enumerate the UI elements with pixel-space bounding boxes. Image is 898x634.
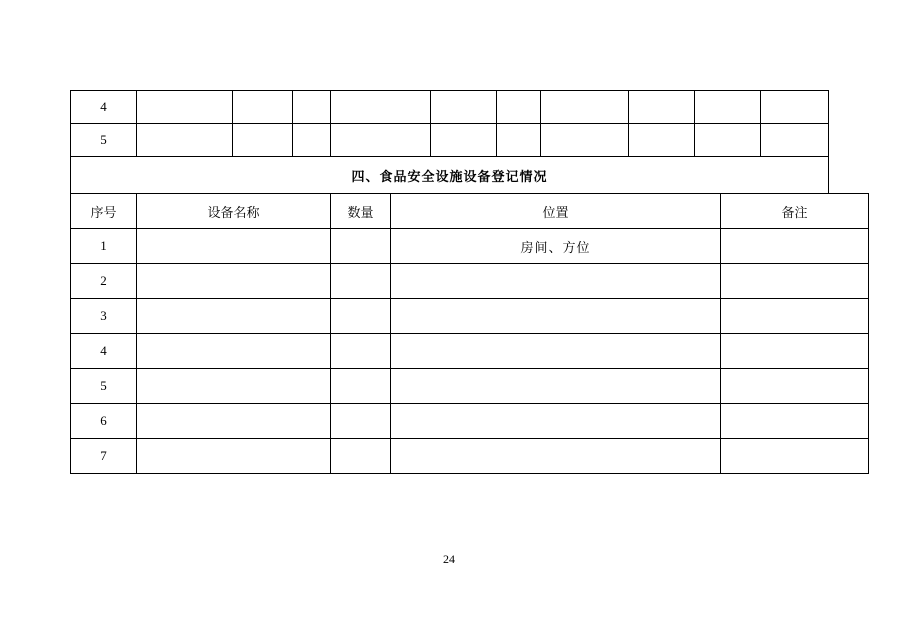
row-index-cell: 3 — [71, 299, 137, 334]
column-header-remark: 备注 — [721, 194, 869, 229]
row-index-cell: 7 — [71, 439, 137, 474]
section-title-row — [71, 157, 829, 194]
cell[interactable] — [293, 91, 331, 124]
form-sheet — [70, 90, 828, 474]
cell[interactable] — [541, 91, 629, 124]
quantity-cell[interactable] — [331, 334, 391, 369]
table-row — [71, 124, 829, 157]
equipment-table — [70, 193, 869, 474]
row-index-cell: 6 — [71, 404, 137, 439]
cell[interactable] — [761, 124, 829, 157]
table-row — [71, 369, 869, 404]
location-cell[interactable] — [391, 299, 721, 334]
cell[interactable] — [331, 124, 431, 157]
page-number: 24 — [443, 552, 455, 566]
row-index-cell: 5 — [71, 369, 137, 404]
remark-cell[interactable] — [721, 299, 869, 334]
equipment-name-cell[interactable] — [137, 404, 331, 439]
location-cell[interactable] — [391, 404, 721, 439]
location-cell[interactable] — [391, 369, 721, 404]
cell[interactable] — [137, 91, 233, 124]
equipment-name-cell[interactable] — [137, 229, 331, 264]
table-row — [71, 264, 869, 299]
column-header-quantity: 数量 — [331, 194, 391, 229]
location-cell[interactable] — [391, 439, 721, 474]
table-row — [71, 229, 869, 264]
column-header-name: 设备名称 — [137, 194, 331, 229]
remark-cell[interactable] — [721, 229, 869, 264]
remark-cell[interactable] — [721, 404, 869, 439]
remark-cell[interactable] — [721, 334, 869, 369]
cell[interactable] — [431, 124, 497, 157]
quantity-cell[interactable] — [331, 369, 391, 404]
quantity-cell[interactable] — [331, 299, 391, 334]
table-row — [71, 91, 829, 124]
cell[interactable] — [695, 91, 761, 124]
cell[interactable] — [233, 91, 293, 124]
equipment-name-cell[interactable] — [137, 334, 331, 369]
table-header-row — [71, 194, 869, 229]
table-row — [71, 299, 869, 334]
row-index-cell: 5 — [71, 124, 137, 157]
cell[interactable] — [137, 124, 233, 157]
equipment-name-cell[interactable] — [137, 439, 331, 474]
cell[interactable] — [431, 91, 497, 124]
row-index-cell: 4 — [71, 334, 137, 369]
quantity-cell[interactable] — [331, 439, 391, 474]
row-index-cell: 1 — [71, 229, 137, 264]
cell[interactable] — [629, 124, 695, 157]
remark-cell[interactable] — [721, 264, 869, 299]
equipment-name-cell[interactable] — [137, 299, 331, 334]
location-cell[interactable]: 房间、方位 — [391, 229, 721, 264]
quantity-cell[interactable] — [331, 404, 391, 439]
cell[interactable] — [293, 124, 331, 157]
row-index-cell: 2 — [71, 264, 137, 299]
quantity-cell[interactable] — [331, 264, 391, 299]
cell[interactable] — [761, 91, 829, 124]
remark-cell[interactable] — [721, 439, 869, 474]
column-header-location: 位置 — [391, 194, 721, 229]
cell[interactable] — [233, 124, 293, 157]
remark-cell[interactable] — [721, 369, 869, 404]
location-cell[interactable] — [391, 334, 721, 369]
cell[interactable] — [331, 91, 431, 124]
column-header-index: 序号 — [71, 194, 137, 229]
cell[interactable] — [695, 124, 761, 157]
equipment-name-cell[interactable] — [137, 264, 331, 299]
cell[interactable] — [541, 124, 629, 157]
cell[interactable] — [497, 124, 541, 157]
location-cell[interactable] — [391, 264, 721, 299]
top-table — [70, 90, 829, 194]
cell[interactable] — [629, 91, 695, 124]
table-row — [71, 439, 869, 474]
row-index-cell: 4 — [71, 91, 137, 124]
equipment-name-cell[interactable] — [137, 369, 331, 404]
table-row — [71, 404, 869, 439]
section-title: 四、食品安全设施设备登记情况 — [71, 157, 829, 194]
quantity-cell[interactable] — [331, 229, 391, 264]
table-row — [71, 334, 869, 369]
cell[interactable] — [497, 91, 541, 124]
